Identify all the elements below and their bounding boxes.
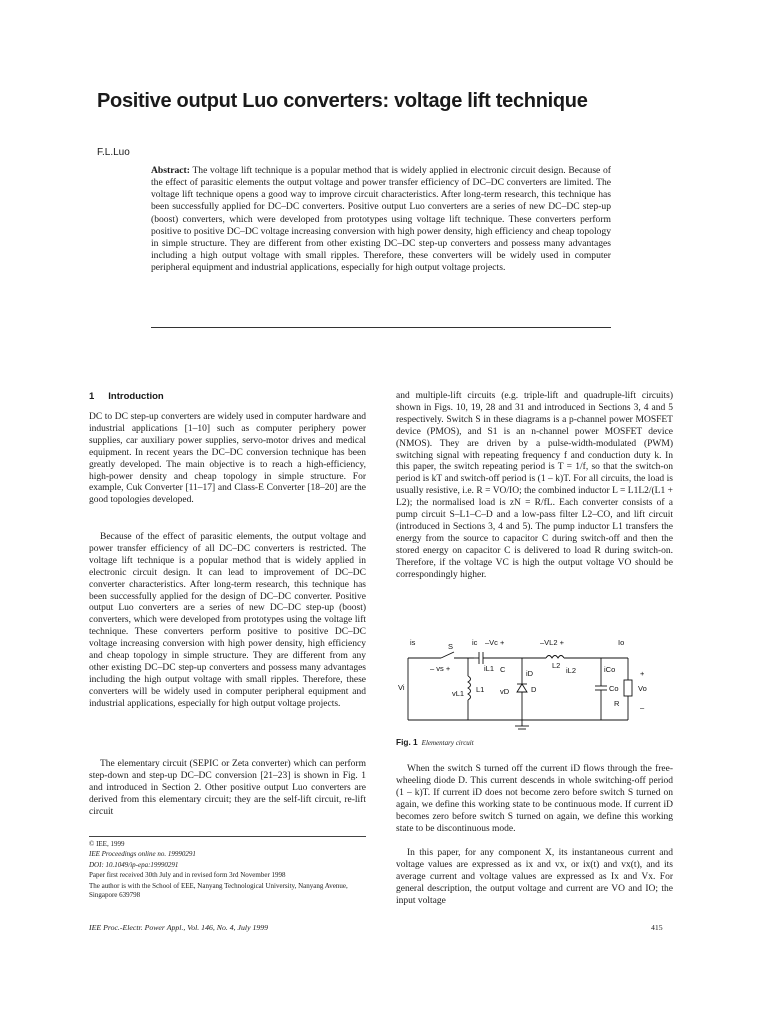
label-minus: – xyxy=(640,703,645,712)
label-l2: L2 xyxy=(552,661,561,670)
intro-paragraph-2: Because of the effect of parasitic elements, the output voltage and power transfer efficiency of all DC–DC converters is restricted. The voltage lift technique is a popular method that is widely applied in electronic circuit design. It can lead to improvement of DC–DC converter characteristics. After long-term research, this technique has been successfully applied for the design of DC–DC converter. Positive output Luo converters are a series of new DC–DC step-up (boost) converters, which were developed from prototypes using the voltage lift technique. These converters perform positive to positive DC–DC voltage increasing conversion with high power density, high efficiency and cheap topology in simple structure. They are different from any other existing DC–DC step-up converters and possess many advantages including the high output voltage with small ripples. Therefore, these converters will be widely used in computer peripheral equipment and industrial applications, especially for high output voltage projects. xyxy=(89,532,366,709)
label-il2: iL2 xyxy=(566,666,577,675)
label-vl1: vL1 xyxy=(452,689,465,698)
circuit-diagram xyxy=(396,636,666,734)
label-il1: iL1 xyxy=(484,664,495,673)
label-plus: + xyxy=(640,669,645,678)
label-ic: ic xyxy=(472,638,478,647)
switch-blade xyxy=(441,652,454,658)
right-paragraph-2: When the switch S turned off the current iD flows through the free-wheeling diode D. This current descends in whole switching-off period (1 – k)T. If current iD does not become zero before switch S turned on again, we define this working state to be continuous mode. If current iD becomes zero before switch S turned on again, we define this working state to be discontinuous mode. xyxy=(396,764,673,834)
label-is: is xyxy=(410,638,416,647)
figure-caption-text: Elementary circuit xyxy=(421,739,474,747)
page-number: 415 xyxy=(651,923,663,932)
label-id: iD xyxy=(526,669,534,678)
author: F.L.Luo xyxy=(97,147,130,158)
label-vd: vD xyxy=(500,687,510,696)
abstract-divider xyxy=(151,327,611,328)
footnote-received: Paper first received 30th July and in revised form 3rd November 1998 xyxy=(89,871,286,880)
label-d: D xyxy=(531,685,537,694)
label-vl2: –VL2 + xyxy=(540,638,564,647)
label-r: R xyxy=(614,699,620,708)
right-paragraph-3: In this paper, for any component X, its instantaneous current and voltage values are expressed as ix and vx, or ix(t) and vx(t), and its average current and voltage values are expressed as Ix and Vx. For general description, the output voltage and current are VO and IO; the input voltage xyxy=(396,848,673,906)
inductor-l1 xyxy=(468,676,471,700)
section-number: 1 xyxy=(89,391,95,402)
paper-title: Positive output Luo converters: voltage lift technique xyxy=(97,90,588,112)
footnote-divider xyxy=(89,836,366,837)
section-heading-introduction xyxy=(89,391,178,402)
footnotes xyxy=(89,840,366,901)
intro-paragraph-1: DC to DC step-up converters are widely used in computer hardware and industrial applications [1–10] such as computer periphery power supplies, car auxiliary power supplies, servo-motor drives and medical equipment. In recent years the DC–DC conversion technique has been greatly developed. The main objective is to reach a high-efficiency, high-power density and cheap topology in simple structure. For example, Cuk Converter [11–17] and Class-E Converter [18–20] are the good topologies developed. xyxy=(89,412,366,506)
label-vo: Vo xyxy=(638,684,647,693)
label-io: Io xyxy=(618,638,625,647)
label-s: S xyxy=(448,642,454,651)
label-vc: –Vc + xyxy=(485,638,505,647)
abstract-text: The voltage lift technique is a popular method that is widely applied in electronic circuit design. Because of the effect of parasitic elements the output voltage and power transfer efficiency of DC–DC converters are limited. The voltage lift technique opens a good way to improve circuit characteristics. After long-term research, this technique has been successfully applied for DC–DC converters. Positive output Luo converters are a series of new DC–DC step-up (boost) converters, which were developed from prototypes using voltage lift technique. These converters perform positive to positive DC–DC voltage increasing conversion with high power density, high efficiency and cheap topology in simple structure. They are different from other existing DC–DC step-up converters and possess many advantages including a high output voltage with small ripples. Therefore, these converters will be widely used in computer peripheral equipment and industrial applications, especially for high output voltage projects. xyxy=(151,165,611,274)
abstract-label: Abstract: xyxy=(151,165,190,176)
footnote-affiliation: The author is with the School of EEE, Nanyang Technological University, Nanyang Avenue, Singapore 639798 xyxy=(89,881,348,900)
footnote-proceedings: IEE Proceedings online no. 19990291 xyxy=(89,850,196,859)
right-paragraph-1: and multiple-lift circuits (e.g. triple-lift and quadruple-lift circuits) shown in Figs. 10, 19, 28 and 31 and introduced in Sections 3, 4 and 5 respectively. Switch S in these diagrams is a p-channel power MOSFET device (PMOS), and S1 is an n-channel power MOSFET device (NMOS). They are driven by a pulse-width-modulated (PWM) switching signal with repeating frequency f and conduction duty k. In this paper, the switch repeating period is T = 1/f, so that the switch-on period is kT and switch-off period is (1 – k)T. For all circuits, the load is usually resistive, i.e. R = VO/IO; the combined inductor L = L1L2/(L1 + L2); the normalised load is zN = R/fL. Each converter consists of a pump circuit S–L1–C–D and a low-pass filter L2–CO, and lift circuit (introduced in Sections 3, 4 and 5). The pump inductor L1 transfers the energy from the source to capacitor C during switch-off and then the stored energy on capacitor C is delivered to load R during switch-on. Therefore, if the voltage VC is high the output voltage VO should be correspondingly higher. xyxy=(396,391,673,580)
journal-footer: IEE Proc.-Electr. Power Appl., Vol. 146, No. 4, July 1999 xyxy=(89,923,269,932)
label-c: C xyxy=(500,665,506,674)
figure-1-caption xyxy=(396,737,474,747)
footnote-copyright: © IEE, 1999 xyxy=(89,840,125,848)
figure-1-circuit xyxy=(396,636,666,739)
label-co: Co xyxy=(609,684,619,693)
resistor-r xyxy=(624,680,632,696)
abstract xyxy=(151,165,611,274)
intro-paragraph-3: The elementary circuit (SEPIC or Zeta converter) which can perform step-down and step-up DC–DC conversion [21–23] is shown in Fig. 1 and introduced in Section 2. Other positive output Luo converters are derived from this elementary circuit; they are the self-lift circuit, re-lift circuit xyxy=(89,759,366,817)
figure-label: Fig. 1 xyxy=(396,737,418,747)
inductor-l2 xyxy=(546,656,564,659)
footnote-doi: DOI: 10.1049/ip-epa:19990291 xyxy=(89,860,179,869)
label-l1: L1 xyxy=(476,685,485,694)
section-title: Introduction xyxy=(108,391,164,402)
label-vs: – vs + xyxy=(430,664,451,673)
label-ico: iCo xyxy=(604,665,616,674)
label-vi: Vi xyxy=(398,683,405,692)
diode-d xyxy=(517,684,527,692)
